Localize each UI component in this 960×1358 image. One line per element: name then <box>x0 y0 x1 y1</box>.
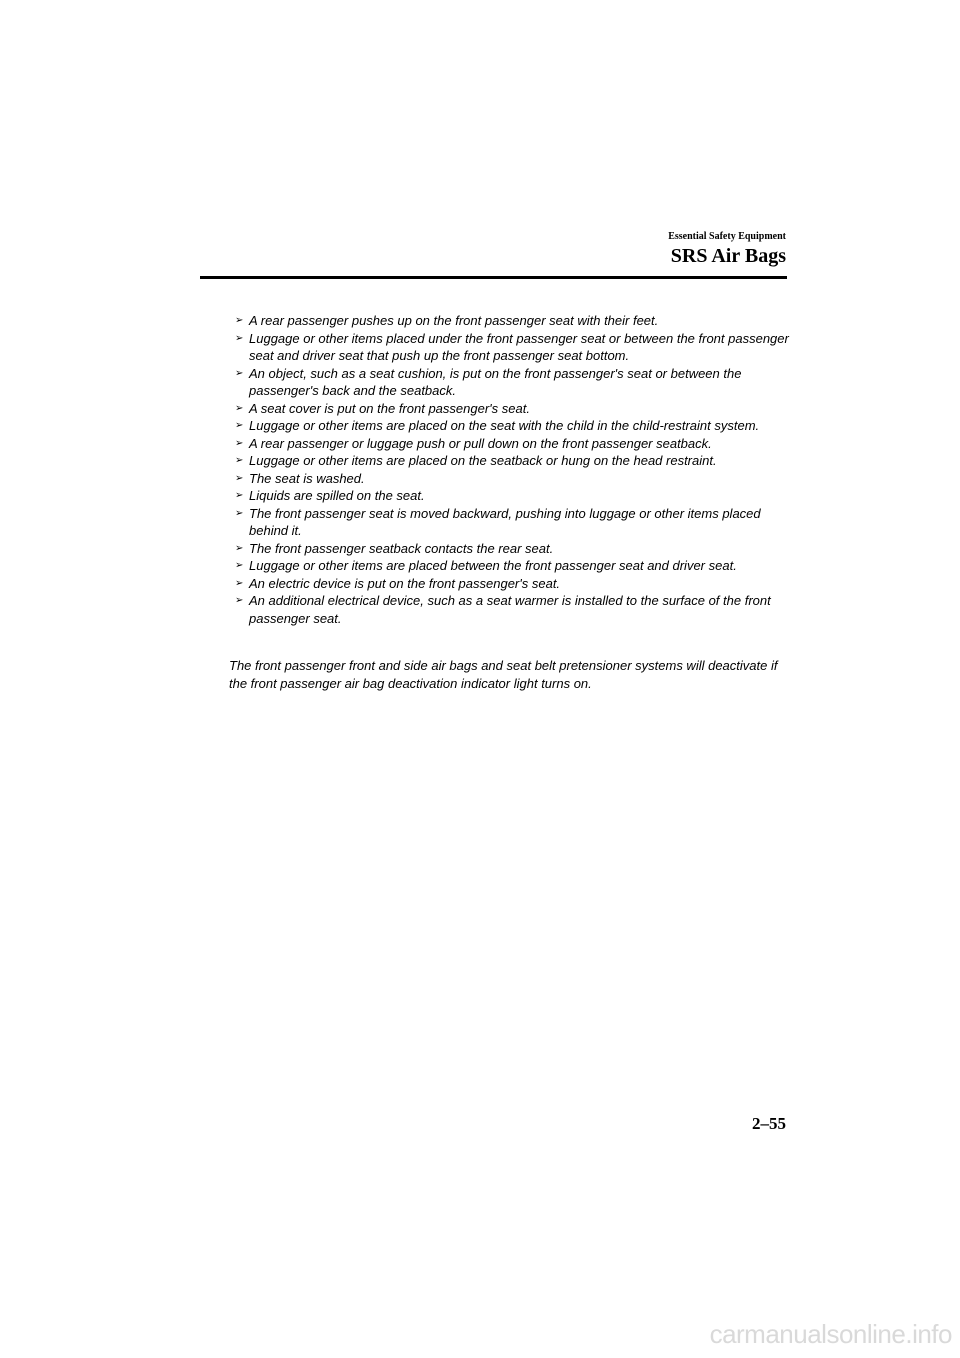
list-item <box>231 452 791 470</box>
arrow-bullet-icon: ➢ <box>235 490 244 501</box>
list-item-text: A rear passenger pushes up on the front passenger seat with their feet. <box>249 313 659 328</box>
list-item <box>231 487 791 505</box>
arrow-bullet-icon: ➢ <box>235 560 244 571</box>
arrow-bullet-icon: ➢ <box>235 455 244 466</box>
arrow-bullet-icon: ➢ <box>235 437 244 449</box>
list-item-text: A rear passenger or luggage push or pull down on the front passenger seatback. <box>249 435 712 451</box>
list-item <box>231 540 791 558</box>
header-section-label: Essential Safety Equipment <box>668 231 786 242</box>
arrow-bullet-icon: ➢ <box>235 332 244 344</box>
arrow-bullet-icon: ➢ <box>235 507 244 519</box>
list-item-text: Luggage or other items are placed between the front passenger seat and driver seat. <box>249 558 737 573</box>
arrow-bullet-icon: ➢ <box>235 595 244 606</box>
list-item-text: Luggage or other items are placed on the seatback or hung on the head restraint. <box>249 453 717 468</box>
page-title: SRS Air Bags <box>670 245 786 267</box>
list-item-text: An object, such as a seat cushion, is put on the front passenger's seat or between the passenger's back and the seatback. <box>249 365 742 398</box>
list-item <box>231 557 791 575</box>
list-item <box>231 365 791 400</box>
list-item <box>231 312 791 330</box>
list-item <box>231 330 791 365</box>
list-item-text: An additional electrical device, such as a seat warmer is installed to the surface of the front passenger seat. <box>249 593 771 626</box>
arrow-bullet-icon: ➢ <box>235 420 244 431</box>
list-item-text: The seat is washed. <box>249 470 365 486</box>
list-item <box>231 435 791 453</box>
list-item-text: Liquids are spilled on the seat. <box>249 488 425 503</box>
watermark-logo: carmanualsonline.info <box>709 1319 952 1349</box>
list-item <box>231 575 791 593</box>
arrow-bullet-icon: ➢ <box>235 367 244 379</box>
list-item <box>231 592 791 627</box>
list-item <box>231 505 791 540</box>
list-item <box>231 417 791 435</box>
list-item <box>231 400 791 418</box>
arrow-bullet-icon: ➢ <box>235 472 244 484</box>
arrow-bullet-icon: ➢ <box>235 577 244 589</box>
page-number: 2–55 <box>752 1114 786 1133</box>
list-item-text: The front passenger seatback contacts the rear seat. <box>249 540 554 556</box>
condition-list <box>231 312 791 627</box>
arrow-bullet-icon: ➢ <box>235 315 244 326</box>
list-item-text: Luggage or other items placed under the front passenger seat or between the front passenger seat and driver seat that push up the front passenger seat bottom. <box>249 330 789 363</box>
list-item-text: The front passenger seat is moved backward, pushing into luggage or other items placed behind it. <box>249 505 761 538</box>
list-item <box>231 470 791 488</box>
body-paragraph: The front passenger front and side air bags and seat belt pretensioner systems will deactivate if the front passenger air bag deactivation indicator light turns on. <box>229 658 778 691</box>
list-item-text: A seat cover is put on the front passenger's seat. <box>249 400 530 416</box>
arrow-bullet-icon: ➢ <box>235 402 244 414</box>
header-divider <box>200 276 787 279</box>
arrow-bullet-icon: ➢ <box>235 542 244 554</box>
list-item-text: Luggage or other items are placed on the seat with the child in the child-restraint system. <box>249 418 760 433</box>
list-item-text: An electric device is put on the front passenger's seat. <box>249 575 561 591</box>
